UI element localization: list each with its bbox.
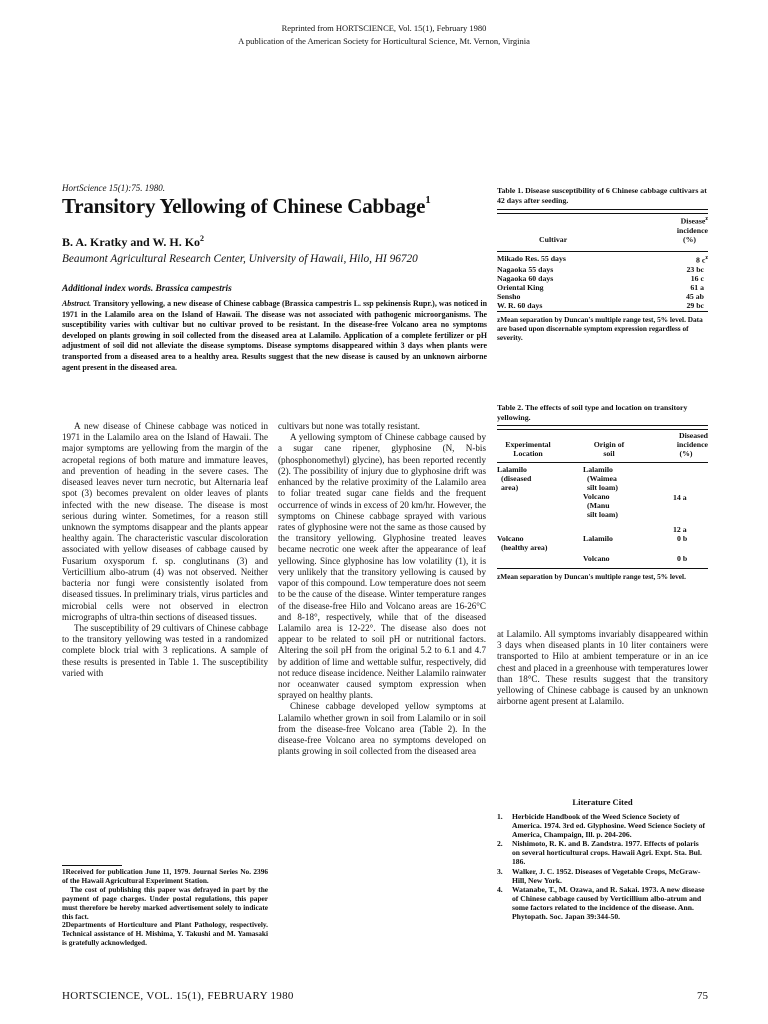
article-title xyxy=(62,194,431,219)
paragraph: cultivars but none was totally resistant. xyxy=(278,421,420,431)
paragraph: A yellowing symptom of Chinese cabbage caused by a sugar cane ripener, glyphosine (N, N-bis (phosphonomethyl) glycine), has been reported recently (2). The possibility of injury due to glyphosine drift was enhanced by the relative proximity of the Lalamilo area to foliar treated sugar cane fields and the frequent occurrence of winds in excess of 20 km/hr. However, the symptoms on Chinese cabbage sprayed with various rates of glyphosine were not the same as those caused by the transitory yellowing. Glyphosine treated leaves became necrotic one week after the appearance of leaf yellowing. Since glyphosine has low volatility (1), it is very unlikely that the transitory yellowing is caused by vapor of this compound. Low temperature does not seem to be the cause of the disease. Winter temperature ranges of the disease-free Hilo and Volcano areas are 16-26°C and 8-18°, respectively, while that of the diseased Lalamilo area is 12-22°. The disease also does not appear to be related to soil pH or nutritional factors. Altering the soil pH from the original 5.2 to 6.1 and 4.7 by addition of lime and wettable sulfur, respectively, did not reduce disease incidence. Neither Lalamilo rainwater nor oceanwater caused symptom expression when sprayed on healthy plants. xyxy=(278,432,486,701)
table2-value-b1: 0 b xyxy=(677,534,688,543)
reference-text: Herbicide Handbook of the Weed Science Society of America. 1974. 3rd ed. Glyphosine. Weed Science Society of America, Champaign, Ill. p. 204-206. xyxy=(512,812,706,840)
table2-header-text: Diseased xyxy=(678,431,708,440)
table2-header-text: soil xyxy=(603,449,615,459)
table1-caption: Table 1. Disease susceptibility of 6 Chinese cabbage cultivars at 42 days after seeding. xyxy=(497,186,707,205)
table2-location-a xyxy=(497,465,531,492)
table2-cell: (Manu xyxy=(587,501,610,511)
reference-text: Watanabe, T., M. Ozawa, and R. Sakai. 1973. A new disease of Chinese cabbage caused by Verticillium albo-atrum and some factors related to the incidence of the disease. Ann. Phytopath. Soc. Japan 39:344-50. xyxy=(512,884,705,922)
reference-number: 4. xyxy=(497,884,503,894)
table2-note: zMean separation by Duncan's multiple range test, 5% level. xyxy=(497,572,686,581)
body-column-2 xyxy=(278,421,486,758)
reference-item xyxy=(497,867,708,885)
footnote: The cost of publishing this paper was defrayed in part by the payment of page charges. Under postal regulations, this paper must therefore be hereby marked advertisement solely to indicate this fact. xyxy=(62,884,268,921)
reference-number: 1. xyxy=(497,812,503,821)
table1-header xyxy=(497,215,708,244)
table1-value: 16 c xyxy=(690,273,704,283)
table2-caption: Table 2. The effects of soil type and location on transitory yellowing. xyxy=(497,403,688,422)
table2-soil-a xyxy=(583,465,618,520)
authors xyxy=(62,234,204,250)
author-names: B. A. Kratky and W. H. Ko xyxy=(62,235,201,249)
reference-text: Walker, J. C. 1952. Diseases of Vegetable Crops, McGraw-Hill, New York. xyxy=(512,866,701,885)
table2-col-location xyxy=(497,440,559,458)
table2-cell: Volcano xyxy=(497,534,524,543)
abstract-text: Transitory yellowing, a new disease of Chinese cabbage (Brassica campestris L. ssp pekinensis Rupr.), was noticed in 1971 in the Lalamilo area on the Island of Hawaii. The disease was not associated with pathogenic microorganisms. The susceptibility varies with cultivar but no cultivar proved to be resistant. In the disease-free Volcano area no symptoms developed on plants growing in soil collected from the diseased area at Lalamilo. Application of a complete fertilizer or pH adjustment of soil did not alleviate the disease symptoms. Disease symptoms disappeared within 3 days when plants were transported from a diseased area to a healthy area. Results suggest that the new disease is caused by an unknown airborne agent present in the diseased area. xyxy=(62,299,487,372)
table2-value-a2: 12 a xyxy=(673,525,687,534)
table2-cell: Lalamilo xyxy=(583,465,613,474)
title-text: Transitory Yellowing of Chinese Cabbage xyxy=(62,194,426,218)
index-words: Additional index words. Brassica campestris xyxy=(62,284,232,294)
title-footnote-mark: 1 xyxy=(425,194,431,206)
table2-header-text: Experimental xyxy=(505,440,551,449)
table2-header-text: Origin of xyxy=(593,440,625,449)
table1-cultivar: Nagaoka 60 days xyxy=(497,273,554,283)
table2-cell: silt loam) xyxy=(587,483,618,493)
footnote-rule xyxy=(62,865,122,866)
paragraph: at Lalamilo. All symptoms invariably disappeared within 3 days when diseased plants in 10 liter containers were transported to Hilo at ambient temperature or in an ice chest and placed in a greenhouse with temperatures lower than 18°C. These results suggest that the transitory yellowing of Chinese cabbage is caused by an unknown airborne agent present at Lalamilo. xyxy=(497,629,708,707)
table2-header-rule xyxy=(497,462,708,463)
table2-body xyxy=(497,465,708,565)
table1-value: 8 c xyxy=(696,255,706,265)
table2-soil-b2: Volcano xyxy=(583,554,610,563)
table2-cell: Lalamilo xyxy=(497,465,527,474)
table2-location-b xyxy=(497,534,547,552)
paragraph: Chinese cabbage developed yellow symptoms at Lalamilo whether grown in soil from Lalamilo or in soil from the disease-free Volcano area (Table 2). In the disease-free Volcano area no symptoms developed on plants growing in soil collected from the diseased area xyxy=(278,701,486,757)
table1-top-rule xyxy=(497,209,708,214)
table2-header xyxy=(497,431,708,461)
table1-value: 29 bc xyxy=(686,301,704,311)
reference-item xyxy=(497,812,708,839)
table1-cultivar: Oriental King xyxy=(497,282,544,292)
table1-col-unit: (%) xyxy=(683,234,696,244)
table-row xyxy=(497,301,708,310)
reference-item xyxy=(497,885,708,921)
table2-col-disease xyxy=(654,431,708,458)
reference-number: 2. xyxy=(497,839,503,849)
body-column-1 xyxy=(62,421,268,679)
reprint-line: Reprinted from HORTSCIENCE, Vol. 15(1), February 1980 xyxy=(281,23,487,33)
body-column-3 xyxy=(497,629,708,708)
table-row xyxy=(497,254,708,265)
table2-header-text: incidence xyxy=(676,440,708,450)
table1-header-rule xyxy=(497,251,708,252)
reference-text: Nishimoto, R. K. and B. Zandstra. 1977. Effects of polaris on several horticultural crops. Hawaii Agri. Expt. Sta. Bul. 186. xyxy=(512,839,702,867)
table-row xyxy=(497,292,708,301)
table1-col-disease: Disease xyxy=(680,216,706,226)
table-row xyxy=(497,265,708,274)
table1-col-cultivar: Cultivar xyxy=(539,234,568,244)
table2-cell: (Waimea xyxy=(587,474,617,484)
table2-cell: Volcano xyxy=(583,492,610,502)
table1-cultivar: Mikado Res. 55 days xyxy=(497,254,566,263)
table1-body xyxy=(497,254,708,310)
journal-citation: HortScience 15(1):75. 1980. xyxy=(62,183,165,193)
table2-soil-b1: Lalamilo xyxy=(583,534,613,543)
table2-top-rule xyxy=(497,425,708,430)
table-row xyxy=(497,283,708,292)
reference-list xyxy=(497,812,708,921)
table1-col-disease-sup: z xyxy=(705,216,708,222)
paragraph: A new disease of Chinese cabbage was noticed in 1971 in the Lalamilo area on the Island of Hawaii. The major symptoms are yellowing from the margin of the acropetal regions of both mature and immature leaves, and prevention of heading in the severe cases. The diseased leaves never turn necrotic, but Alternaria leaf spot (3) becomes prevalent on older leaves of plants infected with the new disease. The disease is most serious during winter. Sometimes, for a reason still unknown the symptoms disappear and the plants appear healthy again. The characteristic vascular discoloration associated with yellow diseases of cabbage caused by Fusarium oxysporum f. sp. conglutinans (3) and Verticillium albo-atrum (4) was not observed. Neither bacteria nor fungi were consistently isolated from diseased tissues. In preliminary trials, virus particles and microbial cells were not observed in electron micrographs of ultra-thin sections of diseased tissues. xyxy=(62,421,268,622)
journal-footer: HORTSCIENCE, VOL. 15(1), FEBRUARY 1980 xyxy=(62,990,294,1002)
table2-cell: silt loam) xyxy=(587,510,618,520)
reference-number: 3. xyxy=(497,866,503,876)
table1-value-sup: z xyxy=(705,255,708,261)
table2-cell: (diseased xyxy=(501,474,532,484)
table2-value-b2: 0 b xyxy=(677,554,688,563)
affiliation: Beaumont Agricultural Research Center, University of Hawaii, Hilo, HI 96720 xyxy=(62,253,418,265)
table1-col-incidence: incidence xyxy=(676,225,708,235)
table1-cultivar: Nagaoka 55 days xyxy=(497,264,554,274)
table2-bottom-rule xyxy=(497,568,708,569)
literature-title: Literature Cited xyxy=(572,797,633,807)
reference-item xyxy=(497,839,708,866)
table1-value: 23 bc xyxy=(686,264,704,274)
footnote: 2Departments of Horticulture and Plant Pathology, respectively. Technical assistance of H. Mishima, Y. Takushi and M. Yamasaki is gratefully acknowledged. xyxy=(62,920,268,948)
table1-bottom-rule xyxy=(497,311,708,312)
table2-cell: (healthy area) xyxy=(501,543,548,553)
table-row xyxy=(497,274,708,283)
paragraph: The susceptibility of 29 cultivars of Chinese cabbage to the transitory yellowing was tested in a randomized complete block trial with 3 replications. A sample of these results is presented in Table 1. The susceptibility varied with xyxy=(62,622,268,678)
table2-cell: area) xyxy=(501,483,519,493)
footnote: 1Received for publication June 11, 1979. Journal Series No. 2396 of the Hawaii Agricultural Experiment Station. xyxy=(62,867,268,885)
table2-header-text: Location xyxy=(513,449,543,459)
footnotes xyxy=(62,868,268,948)
table2-header-text: (%) xyxy=(679,449,693,459)
abstract xyxy=(62,299,487,373)
author-footnote-mark: 2 xyxy=(200,234,205,243)
publisher-line: A publication of the American Society for Horticultural Science, Mt. Vernon, Virginia xyxy=(238,36,530,46)
table2-value-a1: 14 a xyxy=(673,493,687,502)
table1-value: 45 ab xyxy=(686,291,704,301)
page-number: 75 xyxy=(697,990,708,1002)
abstract-label: Abstract. xyxy=(62,299,92,308)
table1-value: 61 a xyxy=(690,282,704,292)
table2-col-soil xyxy=(579,440,639,458)
table1-note: zMean separation by Duncan's multiple range test, 5% level. Data are based upon discernable symptom expression regardless of severity. xyxy=(497,315,703,342)
table1-cultivar: W. R. 60 days xyxy=(497,301,543,311)
table1-cultivar: Sensho xyxy=(497,291,521,301)
